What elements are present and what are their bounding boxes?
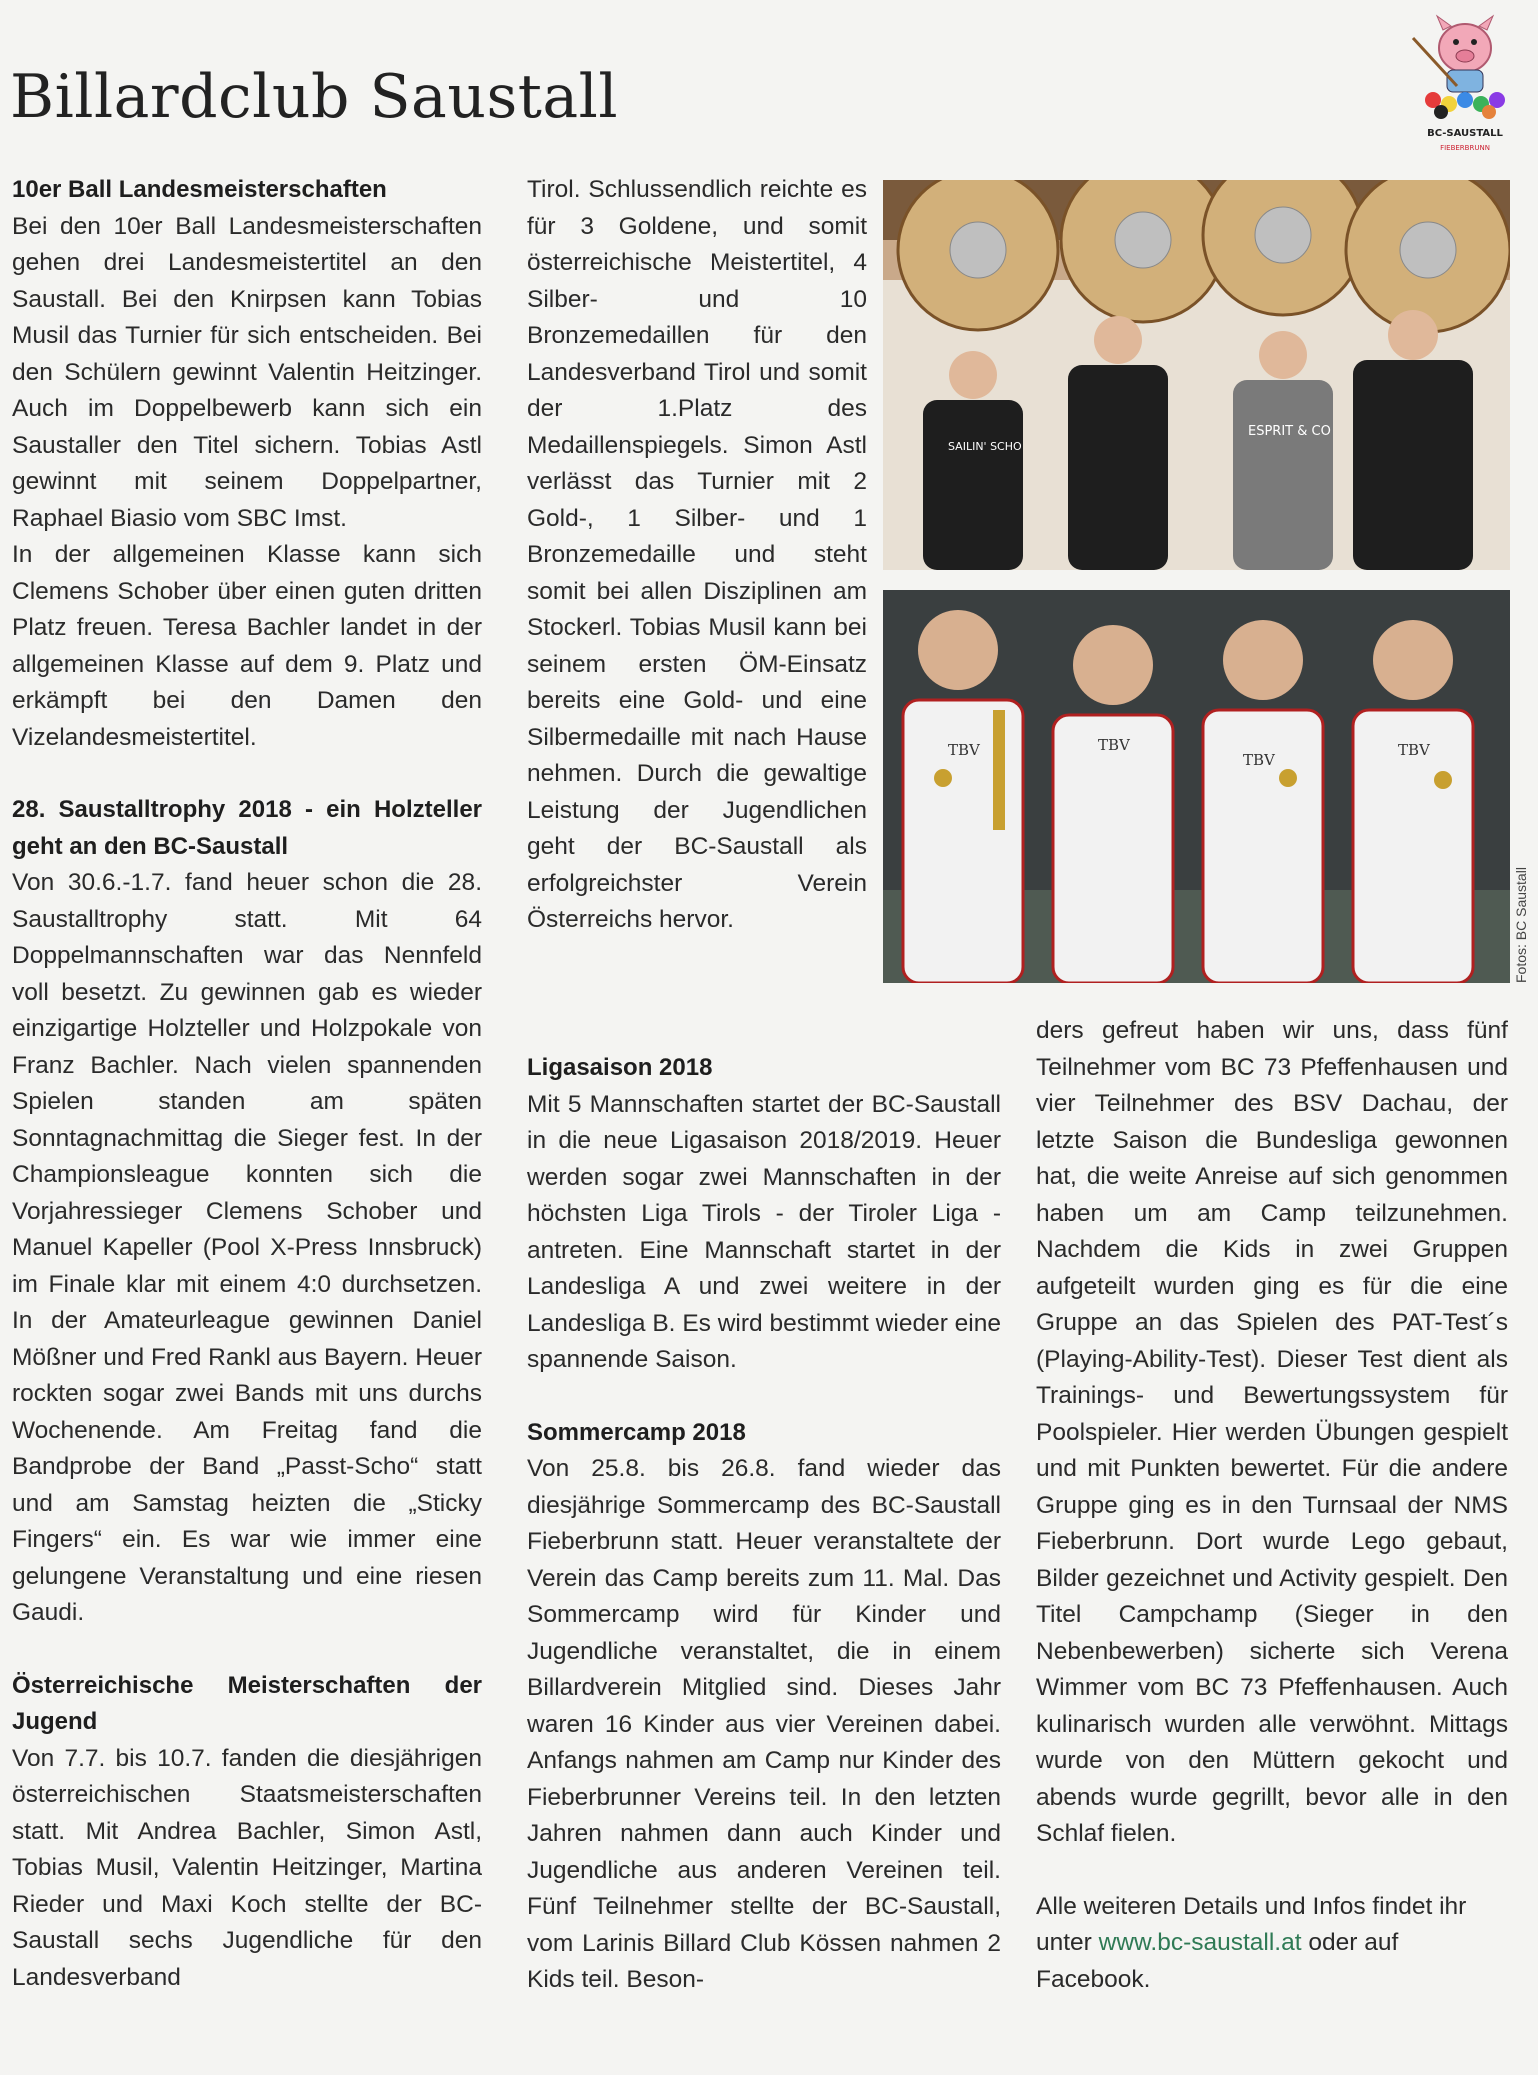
shirt-text-2: ESPRIT & CO (1248, 424, 1331, 439)
logo-text: BC-SAUSTALL (1427, 128, 1503, 139)
photo-trophy-winners (883, 180, 1510, 570)
club-logo (1405, 8, 1525, 160)
column-3 (1036, 1013, 1508, 1998)
closing-post: oder auf Facebook. (1036, 1929, 1399, 1993)
paragraph: Von 25.8. bis 26.8. fand wieder das diesjährige Sommercamp des BC-Saustall Fieberbrunn statt. Heuer veranstaltete der Verein das Camp bereits zum 11. Mal. Das Sommercamp wird für Kinder und Jugendliche veranstaltet, die in einem Billardverein Mitglied sind. Dieses Jahr waren 16 Kinder aus vier Vereinen dabei. Anfangs nahmen am Camp nur Kinder des Fieberbrunner Vereins teil. In den letzten Jahren nahmen dann auch Kinder und Jugendliche aus anderen Vereinen teil. Fünf Teilnehmer stellte der BC-Saustall, vom Larinis Billard Club Kössen nahmen 2 Kids teil. Beson- (527, 1455, 1001, 1993)
photo-credit: Fotos: BC Saustall (1513, 867, 1529, 983)
column-2-upper (527, 172, 867, 939)
paragraph: In der allgemeinen Klasse kann sich Clemens Schober über einen guten dritten Platz freuen. Teresa Bachler landet in der allgemeinen Klasse auf dem 9. Platz und erkämpft bei den Damen den Vizelandesmeistertitel. (12, 541, 482, 751)
paragraph: ders gefreut haben wir uns, dass fünf Teilnehmer vom BC 73 Pfeffenhausen und vier Teilnehmer des BSV Dachau, der letzte Saison die Bundesliga gewonnen hat, die weite Anreise auf sich genommen haben um am Camp teilzunehmen. Nachdem die Kids in zwei Gruppen aufgeteilt wurden ging es für die eine Gruppe an das Spielen des PAT-Test´s (Playing-Ability-Test). Dieser Test dient als Trainings- und Bewertungssystem für Poolspieler. Hier werden Übungen gespielt und mit Punkten bewertet. Für die andere Gruppe ging es in den Turnsaal der NMS Fieberbrunn. Dort wurde Lego gebaut, Bilder gezeichnet und Activity gespielt. Den Titel Campchamp (Sieger in den Nebenbewerben) sicherte sich Verena Wimmer vom BC 73 Pfeffenhausen. Auch kulinarisch wurden alle verwöhnt. Mittags wurde von den Müttern gekocht und abends wurde gegrillt, bevor alle in den Schlaf fielen. (1036, 1017, 1508, 1847)
shirt-text: SAILIN' SCHO (948, 440, 1022, 453)
logo-subtext: FIEBERBRUNN (1440, 144, 1490, 152)
paragraph: Bei den 10er Ball Landesmeisterschaften gehen drei Landesmeistertitel an den Saustall. Bei den Knirpsen kann Tobias Musil das Turnier für sich entscheiden. Bei den Schülern gewinnt Valentin Heitzinger. Auch im Doppelbewerb kann sich ein Saustaller den Titel sichern. Tobias Astl gewinnt mit seinem Doppelpartner, Raphael Biasio vom SBC Imst. (12, 212, 482, 532)
heading-saustalltrophy: 28. Saustalltrophy 2018 - ein Holzteller geht an den BC-Saustall (12, 796, 482, 860)
paragraph: Von 30.6.-1.7. fand heuer schon die 28. Saustalltrophy statt. Mit 64 Doppelmannschaften war das Nennfeld voll besetzt. Zu gewinnen gab es wieder einzigartige Holzteller und Holzpokale von Franz Bachler. Nach vielen spannenden Spielen standen am späten Sonntagnachmittag die Sieger fest. In der Championsleague konnten sich die Vorjahressieger Clemens Schober und Manuel Kapeller (Pool X-Press Innsbruck) im Finale klar mit einem 4:0 durchsetzen. In der Amateurleague gewinnen Daniel Mößner und Fred Rankl aus Bayern. Heuer rockten sogar zwei Bands mit uns durchs Wochenende. Am Freitag fand die Bandprobe der Band „Passt-Scho“ statt und am Samstag heizten die „Sticky Fingers“ ein. Es war wie immer eine gelungene Veranstaltung und eine riesen Gaudi. (12, 869, 482, 1626)
heading-sommercamp: Sommercamp 2018 (527, 1418, 746, 1446)
page-title: Billardclub Saustall (10, 62, 619, 132)
jersey-text: TBV (1243, 751, 1275, 769)
heading-ligasaison: Ligasaison 2018 (527, 1054, 713, 1081)
heading-landesmeisterschaften: 10er Ball Landesmeisterschaften (12, 176, 387, 203)
paragraph: Tirol. Schlussendlich reichte es für 3 Goldene, und somit österreichische Meistertitel, 4 Silber- und 10 Bronzemedaillen für den Landesverband Tirol und somit der 1.Platz des Medaillenspiegels. Simon Astl verlässt das Turnier mit 2 Gold-, 1 Silber- und 1 Bronzemedaille und steht somit bei allen Disziplinen am Stockerl. Tobias Musil kann bei seinem ersten ÖM-Einsatz bereits eine Gold- und eine Silbermedaille mit nach Hause nehmen. Durch die gewaltige Leistung der Jugendlichen geht der BC-Saustall als erfolgreichster Verein Österreichs hervor. (527, 176, 867, 933)
closing-paragraph (1036, 1889, 1508, 1999)
heading-oem-jugend: Österreichische Meisterschaften der Jugend (12, 1671, 482, 1735)
paragraph: Von 7.7. bis 10.7. fanden die diesjährigen österreichischen Staatsmeisterschaften statt. Mit Andrea Bachler, Simon Astl, Tobias Musil, Valentin Heitzinger, Martina Rieder und Maxi Koch stellte der BC-Saustall sechs Jugendliche für den Landesverband (12, 1744, 482, 1991)
column-1 (12, 172, 482, 1996)
jersey-text: TBV (948, 741, 980, 759)
photo-youth-medalists (883, 590, 1510, 983)
closing-pre: Alle weiteren Details und Infos findet ihr unter (1036, 1892, 1467, 1956)
jersey-text: TBV (1398, 741, 1430, 759)
jersey-text: TBV (1098, 736, 1130, 754)
paragraph: Mit 5 Mannschaften startet der BC-Saustall in die neue Ligasaison 2018/2019. Heuer werden sogar zwei Mannschaften in der höchsten Liga Tirols - der Tiroler Liga - antreten. Eine Mannschaft startet in der Landesliga A und zwei weitere in der Landesliga B. Es wird bestimmt wieder eine spannende Saison. (527, 1090, 1001, 1373)
website-link[interactable]: www.bc-saustall.at (1098, 1929, 1302, 1956)
column-2-lower (527, 1050, 1001, 1999)
